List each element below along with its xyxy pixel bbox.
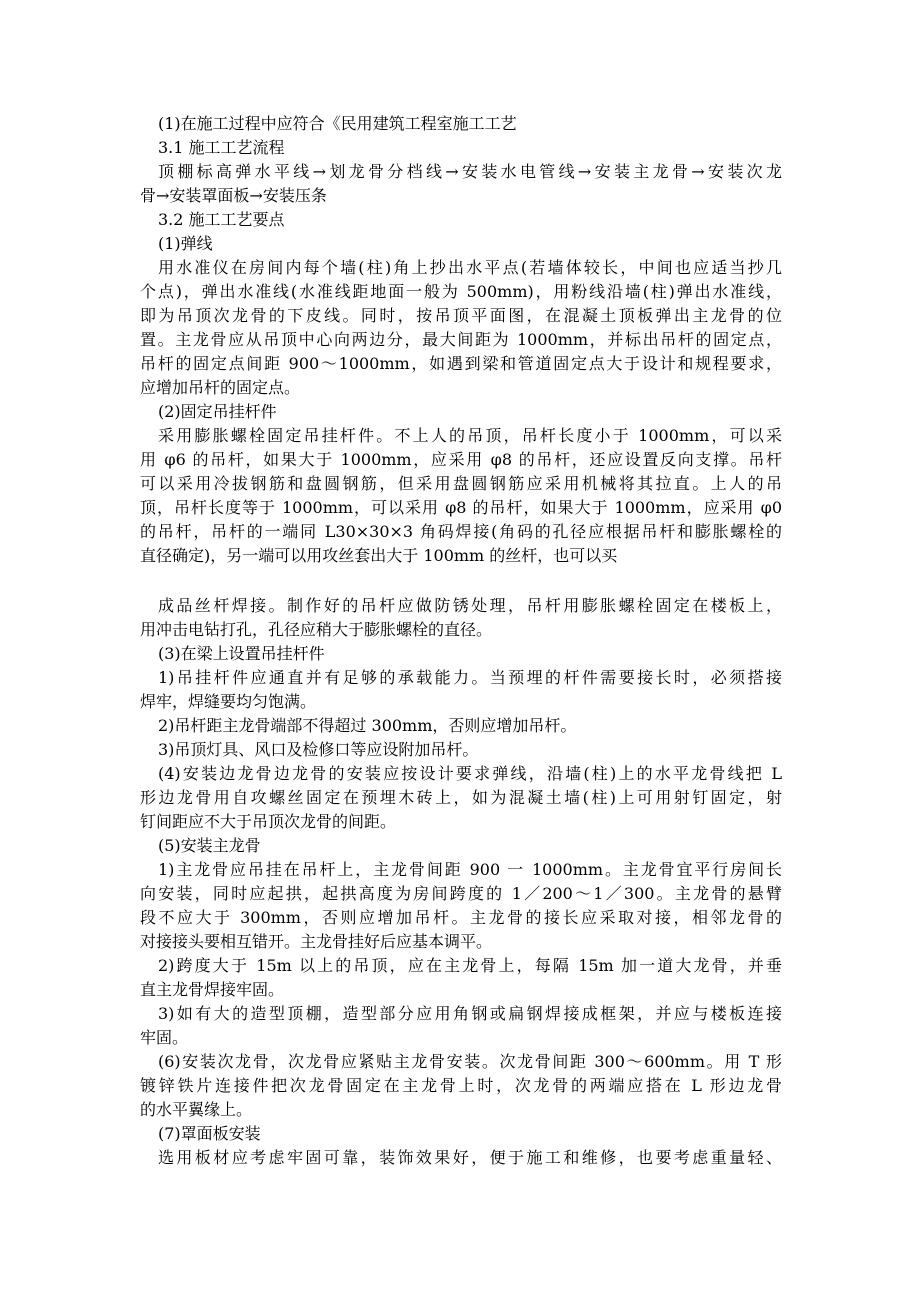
paragraph-line: 用冲击电钻打孔，孔径应稍大于膨胀螺栓的直径。 <box>140 620 493 639</box>
paragraph-line: 顶，吊杆长度等于 1000mm，可以采用 φ8 的吊杆，如果大于 1000mm，应采用 φ0 <box>140 498 782 517</box>
paragraph-line: 成品丝杆焊接。制作好的吊杆应做防锈处理，吊杆用膨胀螺栓固定在楼板上， <box>158 596 782 615</box>
section-heading: 3.2 施工工艺要点 <box>158 210 285 229</box>
subheading: (1)弹线 <box>158 234 213 253</box>
paragraph-line: 置。主龙骨应从吊顶中心向两边分，最大间距为 1000mm，并标出吊杆的固定点， <box>140 330 782 349</box>
paragraph-line: 的水平翼缘上。 <box>140 1100 253 1119</box>
paragraph-line: 采用膨胀螺栓固定吊挂杆件。不上人的吊顶，吊杆长度小于 1000mm，可以采 <box>158 426 782 445</box>
paragraph-line: 段不应大于 300mm，否则应增加吊杆。主龙骨的接长应采取对接，相邻龙骨的 <box>140 908 782 927</box>
paragraph-line: 1)吊挂杆件应通直并有足够的承载能力。当预埋的杆件需要接长时，必须搭接 <box>158 668 782 687</box>
paragraph-line: 3)如有大的造型顶棚，造型部分应用角钢或扁钢焊接成框架，并应与楼板连接 <box>158 1004 782 1023</box>
paragraph-line: 2)跨度大于 15m 以上的吊顶，应在主龙骨上，每隔 15m 加一道大龙骨，并垂 <box>158 956 782 975</box>
text-block-bottom <box>140 594 782 1170</box>
paragraph-line: 3)吊顶灯具、风口及检修口等应设附加吊杆。 <box>158 740 479 759</box>
paragraph-line: 直主龙骨焊接牢固。 <box>140 980 285 999</box>
paragraph-line: 骨→安装罩面板→安装压条 <box>140 186 327 205</box>
paragraph-line: 镀锌铁片连接件把次龙骨固定在主龙骨上时，次龙骨的两端应搭在 L 形边龙骨 <box>140 1076 782 1095</box>
paragraph-line: 直径确定)，另一端可以用攻丝套出大于 100mm 的丝杆，也可以买 <box>140 546 618 565</box>
paragraph-line: 钉间距应不大于吊顶次龙骨的间距。 <box>140 812 397 831</box>
paragraph-line: 顶棚标高弹水平线→划龙骨分档线→安装水电管线→安装主龙骨→安装次龙 <box>158 162 782 181</box>
paragraph-line: 用水准仪在房间内每个墙(柱)角上抄出水平点(若墙体较长，中间也应适当抄几 <box>158 258 782 277</box>
paragraph-line: 选用板材应考虑牢固可靠，装饰效果好，便于施工和维修，也要考虑重量轻、 <box>158 1148 782 1167</box>
section-heading: 3.1 施工工艺流程 <box>158 138 285 157</box>
paragraph-line: (6)安装次龙骨，次龙骨应紧贴主龙骨安装。次龙骨间距 300～600mm。用 T 形 <box>158 1052 782 1071</box>
paragraph-line: 即为吊顶次龙骨的下皮线。同时，按吊顶平面图，在混凝土顶板弹出主龙骨的位 <box>140 306 782 325</box>
paragraph-line: 形边龙骨用自攻螺丝固定在预埋木砖上，如为混凝土墙(柱)上可用射钉固定，射 <box>140 788 782 807</box>
subheading: (5)安装主龙骨 <box>158 836 261 855</box>
paragraph-line: 向安装，同时应起拱，起拱高度为房间跨度的 1／200～1／300。主龙骨的悬臂 <box>140 884 782 903</box>
paragraph-line: (1)在施工过程中应符合《民用建筑工程室施工工艺 <box>158 114 517 133</box>
paragraph-line: 的吊杆，吊杆的一端同 L30×30×3 角码焊接(角码的孔径应根据吊杆和膨胀螺栓的 <box>140 522 782 541</box>
subheading: (3)在梁上设置吊挂杆件 <box>158 644 325 663</box>
subheading: (2)固定吊挂杆件 <box>158 402 277 421</box>
paragraph-line: 可以采用冷拔钢筋和盘圆钢筋，但采用盘圆钢筋应采用机械将其拉直。上人的吊 <box>140 474 782 493</box>
paragraph-line: 吊杆的固定点间距 900～1000mm，如遇到梁和管道固定点大于设计和规程要求， <box>140 354 782 373</box>
paragraph-line: 对接接头要相互错开。主龙骨挂好后应基本调平。 <box>140 932 493 951</box>
paragraph-line: 个点)，弹出水准线(水准线距地面一般为 500mm)，用粉线沿墙(柱)弹出水准线， <box>140 282 782 301</box>
text-block-top <box>140 112 782 568</box>
paragraph-line: (4)安装边龙骨边龙骨的安装应按设计要求弹线，沿墙(柱)上的水平龙骨线把 L <box>158 764 782 783</box>
paragraph-line: 用 φ6 的吊杆，如果大于 1000mm，应采用 φ8 的吊杆，还应设置反向支撑。吊杆 <box>140 450 782 469</box>
paragraph-line: 2)吊杆距主龙骨端部不得超过 300mm，否则应增加吊杆。 <box>158 716 577 735</box>
paragraph-line: 1)主龙骨应吊挂在吊杆上，主龙骨间距 900 一 1000mm。主龙骨宜平行房间长 <box>158 860 782 879</box>
paragraph-line: 牢固。 <box>140 1028 189 1047</box>
paragraph-line: 应增加吊杆的固定点。 <box>140 378 301 397</box>
subheading: (7)罩面板安装 <box>158 1124 261 1143</box>
paragraph-line: 焊牢，焊缝要均匀饱满。 <box>140 692 317 711</box>
